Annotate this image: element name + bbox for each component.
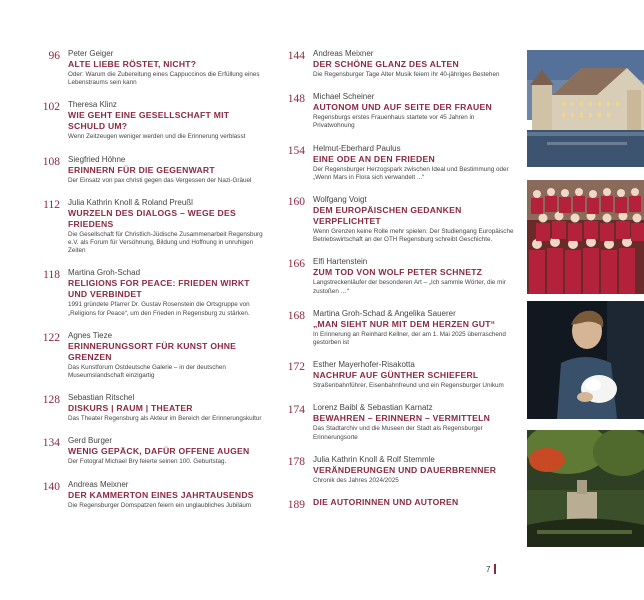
toc-entry[interactable] xyxy=(275,497,515,512)
page-number: 148 xyxy=(287,93,305,106)
page-number: 189 xyxy=(287,499,305,512)
author: Lorenz Baibl & Sebastian Karnatz xyxy=(313,403,433,413)
author: Julia Kathrin Knoll & Rolf Stemmle xyxy=(313,454,435,464)
toc-entry[interactable] xyxy=(30,392,266,423)
author: Michael Scheiner xyxy=(313,92,375,102)
author: Andreas Meixner xyxy=(313,49,374,58)
garden-photo xyxy=(527,430,644,547)
page-number: 178 xyxy=(287,455,305,468)
author: Siegfried Höhne xyxy=(68,154,126,164)
page-number: 166 xyxy=(287,258,305,271)
article-description: Das Stadtarchiv und die Museen der Stadt als Regensburger Erinnerungsorte xyxy=(313,425,483,441)
article-description: Chronik des Jahres 2024/2025 xyxy=(313,476,399,484)
page-number: 122 xyxy=(42,331,60,344)
article-title: DIE AUTORINNEN UND AUTOREN xyxy=(313,497,459,508)
toc-entry[interactable] xyxy=(30,154,266,185)
article-title: WURZELN DES DIALOGS – WEGE DES FRIEDENS xyxy=(68,207,236,229)
article-description: Das Theater Regensburg als Akteur im Bereich der Erinnerungskultur xyxy=(68,415,262,423)
author: Martina Groh-Schad xyxy=(68,268,141,278)
page-number: 140 xyxy=(42,480,60,493)
article-description: Wenn Grenzen keine Rolle mehr spielen: Der Studiengang Europäische Betriebswirtschaft an der OTH Regensburg schreibt Geschichte. xyxy=(313,228,514,244)
toc-entry[interactable] xyxy=(275,359,515,390)
article-description: Die Regensburger Tage Alter Musik feiern ihr 40-jähriges Bestehen xyxy=(313,71,500,78)
author: Theresa Klinz xyxy=(68,100,117,110)
article-description: Langstreckenläufer der besonderen Art – „Ich sammle Wörter, die mir zustoßen …“ xyxy=(313,279,506,295)
author: Peter Geiger xyxy=(68,49,114,58)
article-description: Die Gesellschaft für Christlich-Jüdische Zusammenarbeit Regensburg e.V. als Forum für Versöhnung, Bildung und Hoffnung in unruhigen Zeiten xyxy=(68,230,263,255)
article-title: ALTE LIEBE RÖSTET, NICHT? xyxy=(68,59,197,69)
choir-photo xyxy=(527,180,644,294)
article-description: In Erinnerung an Reinhard Kellner, der am 1. Mai 2025 überraschend gestorben ist xyxy=(313,330,506,347)
author: Martina Groh-Schad & Angelika Sauerer xyxy=(313,308,456,318)
toc-entry[interactable] xyxy=(275,48,515,79)
toc-entry[interactable] xyxy=(275,143,515,182)
riverside-building-photo xyxy=(527,50,644,167)
author: Elfi Hartenstein xyxy=(313,257,368,267)
toc-entry[interactable] xyxy=(275,91,515,130)
author: Julia Kathrin Knoll & Roland Preußl xyxy=(68,197,193,207)
author: Sebastian Ritschel xyxy=(68,393,135,403)
toc-left-column xyxy=(30,48,266,510)
page-number: 168 xyxy=(287,309,305,322)
toc-entry[interactable] xyxy=(30,99,266,141)
toc-entry[interactable] xyxy=(30,267,266,317)
page-number: 174 xyxy=(287,404,305,417)
toc-entry[interactable] xyxy=(30,479,266,510)
toc-entry[interactable] xyxy=(275,194,515,244)
page-number: 154 xyxy=(287,144,305,157)
author: Agnes Tieze xyxy=(68,330,113,340)
page-number: 108 xyxy=(42,155,60,168)
author: Wolfgang Voigt xyxy=(313,195,367,205)
toc-entry[interactable] xyxy=(30,435,266,466)
author: Esther Mayerhofer-Risakotta xyxy=(313,360,415,370)
article-title: EINE ODE AN DEN FRIEDEN xyxy=(313,153,435,164)
toc-entry[interactable] xyxy=(275,402,515,441)
article-title: WIE GEHT EINE GESELLSCHAFT MIT SCHULD UM? xyxy=(68,110,230,132)
article-title: DISKURS | RAUM | THEATER xyxy=(68,403,193,414)
article-title: WENIG GEPÄCK, DAFÜR OFFENE AUGEN xyxy=(68,446,250,457)
article-title: VERÄNDERUNGEN UND DAUERBRENNER xyxy=(313,464,497,475)
toc-entry[interactable] xyxy=(30,330,266,380)
article-title: DER SCHÖNE GLANZ DES ALTEN xyxy=(313,59,459,69)
article-title: RELIGIONS FOR PEACE: FRIEDEN WIRKT UND VERBINDET xyxy=(68,278,250,300)
page-number: 96 xyxy=(48,50,60,62)
actor-photo xyxy=(527,301,644,419)
article-title: BEWAHREN – ERINNERN – VERMITTELN xyxy=(313,413,491,424)
author: Gerd Burger xyxy=(68,436,113,446)
article-title: ERINNERUNGSORT FÜR KUNST OHNE GRENZEN xyxy=(68,340,237,362)
toc-entry[interactable] xyxy=(275,454,515,485)
article-description: Der Regensburger Herzogspark zwischen Ideal und Bestimmung oder „Wenn Mars in Flora sich verwandelt ...“ xyxy=(313,165,509,181)
article-description: Das Kunstforum Ostdeutsche Galerie – in der deutschen Museumslandschaft einzigartig xyxy=(68,363,226,380)
article-description: 1991 gründete Pfarrer Dr. Gustav Rosenstein die Ortsgruppe von „Religions for Peace“, um den Frieden in Regensburg zu stärken. xyxy=(68,301,250,317)
article-title: NACHRUF AUF GÜNTHER SCHIEFERL xyxy=(313,370,479,381)
author: Andreas Meixner xyxy=(68,479,129,489)
article-title: DER KAMMERTON EINES JAHRTAUSENDS xyxy=(68,489,254,500)
page-number: 160 xyxy=(287,196,305,209)
toc-entry[interactable] xyxy=(275,256,515,295)
article-title: „MAN SIEHT NUR MIT DEM HERZEN GUT“ xyxy=(313,318,496,329)
article-description: Die Regensburger Domspatzen feiern ein unglaubliches Jubiläum xyxy=(68,501,252,509)
article-description: Straßenbahnführer, Eisenbahnfreund und ein Regensburger Unikum xyxy=(313,382,504,390)
page-number: 112 xyxy=(43,198,60,211)
article-title: ERINNERN FÜR DIE GEGENWART xyxy=(68,164,215,175)
toc-right-column xyxy=(275,48,515,512)
page-number: 144 xyxy=(287,50,305,62)
article-description: Oder: Warum die Zubereitung eines Cappuccinos die Erfüllung eines Lebenstraums sein kann xyxy=(68,71,260,87)
toc-entry[interactable] xyxy=(275,308,515,347)
folio-bar xyxy=(494,564,496,574)
page-number: 172 xyxy=(287,361,305,374)
folio: 7 xyxy=(486,565,491,574)
toc-entry[interactable] xyxy=(30,197,266,256)
article-title: ZUM TOD VON WOLF PETER SCHNETZ xyxy=(313,267,483,278)
page-number: 118 xyxy=(43,269,60,282)
article-description: Der Einsatz von pax christi gegen das Vergessen der Nazi-Gräuel xyxy=(68,176,252,184)
author: Helmut-Eberhard Paulus xyxy=(313,143,401,153)
article-description: Wenn Zeitzeugen weniger werden und die Erinnerung verblasst xyxy=(68,133,246,141)
article-title: DEM EUROPÄISCHEN GEDANKEN VERPFLICHTET xyxy=(313,205,462,227)
article-description: Regensburgs erstes Frauenhaus startete vor 45 Jahren in Privatwohnung xyxy=(313,114,475,130)
page-number: 102 xyxy=(42,101,60,114)
article-title: AUTONOM UND AUF SEITE DER FRAUEN xyxy=(313,102,492,113)
page-number: 128 xyxy=(42,394,60,407)
toc-entry[interactable] xyxy=(30,48,266,87)
page-number: 134 xyxy=(42,437,60,450)
article-description: Der Fotograf Michael Bry feierte seinen 100. Geburtstag. xyxy=(68,458,227,466)
